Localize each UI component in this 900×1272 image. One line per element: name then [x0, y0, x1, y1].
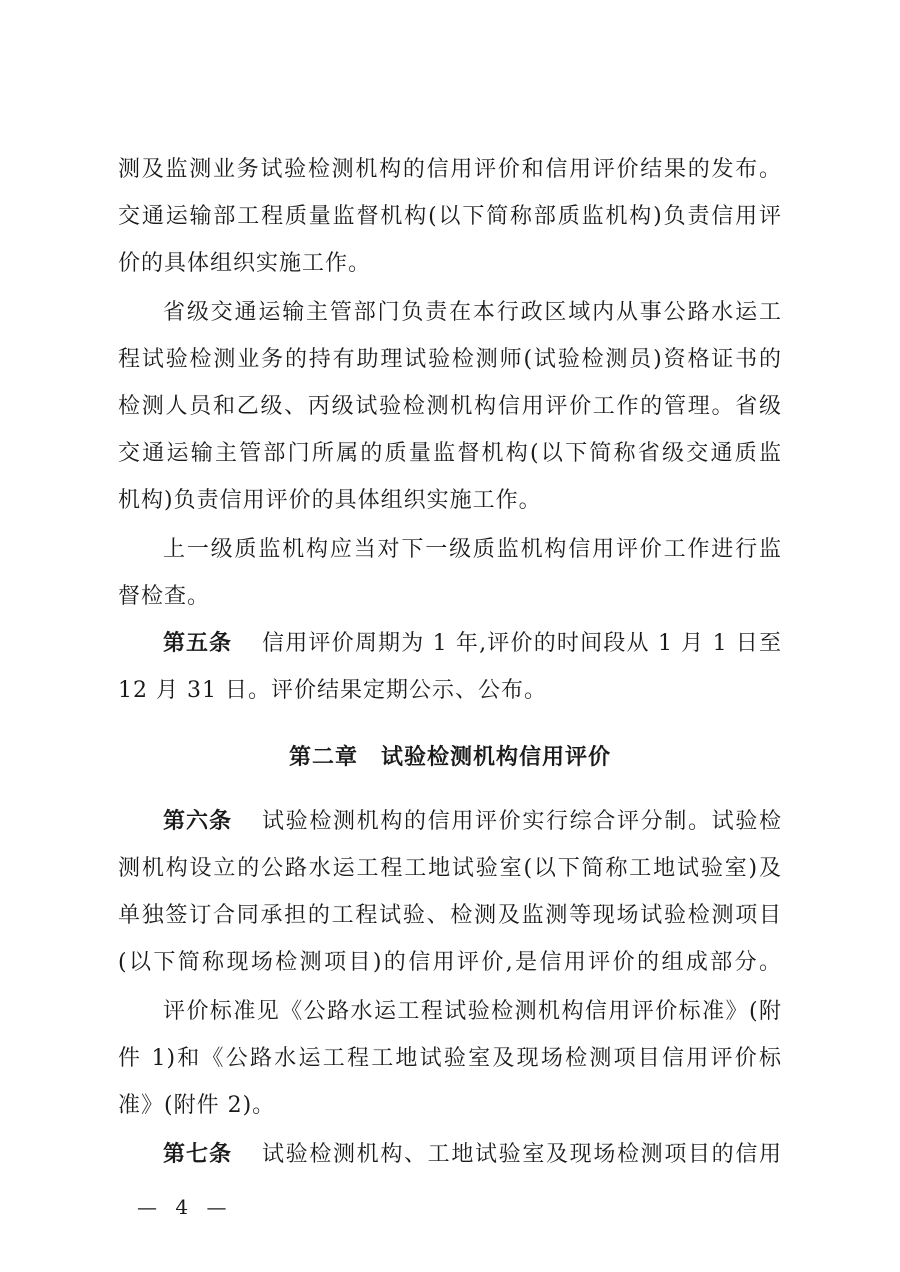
chapter-heading: 第二章 试验检测机构信用评价 [288, 745, 611, 770]
text-line: 价的具体组织实施工作。 [118, 251, 372, 276]
article-label: 第六条 [163, 809, 233, 834]
text-line: 上一级质监机构应当对下一级质监机构信用评价工作进行监 [163, 537, 782, 562]
text-line: 测机构设立的公路水运工程工地试验室(以下简称工地试验室)及 [118, 856, 782, 881]
text-line: 试验检测机构、工地试验室及现场检测项目的信用 [262, 1142, 782, 1167]
text-line: 信用评价周期为 1 年,评价的时间段从 1 月 1 日至 [262, 631, 782, 656]
text-line: 准》(附件 2)。 [118, 1093, 276, 1118]
text-line: 交通运输主管部门所属的质量监督机构(以下简称省级交通质监 [118, 441, 782, 466]
text-line: 督检查。 [118, 584, 211, 609]
text-line: 单独签订合同承担的工程试验、检测及监测等现场试验检测项目 [118, 903, 782, 928]
text-line: 测及监测业务试验检测机构的信用评价和信用评价结果的发布。 [118, 157, 782, 182]
page-number: — 4 — [137, 1195, 233, 1219]
text-line: 程试验检测业务的持有助理试验检测师(试验检测员)资格证书的 [118, 347, 782, 372]
text-line: 试验检测机构的信用评价实行综合评分制。试验检 [262, 809, 782, 834]
text-line: 省级交通运输主管部门负责在本行政区域内从事公路水运工 [163, 300, 782, 325]
text-line: (以下简称现场检测项目)的信用评价,是信用评价的组成部分。 [118, 950, 782, 975]
text-line: 交通运输部工程质量监督机构(以下简称部质监机构)负责信用评 [118, 204, 782, 229]
article-label: 第七条 [163, 1142, 233, 1167]
text-line: 机构)负责信用评价的具体组织实施工作。 [118, 488, 542, 513]
text-line: 件 1)和《公路水运工程工地试验室及现场检测项目信用评价标 [118, 1046, 782, 1071]
article-label: 第五条 [163, 631, 233, 656]
text-line: 评价标准见《公路水运工程试验检测机构信用评价标准》(附 [163, 999, 782, 1024]
text-line: 检测人员和乙级、丙级试验检测机构信用评价工作的管理。省级 [118, 394, 782, 419]
text-line: 12 月 31 日。评价结果定期公示、公布。 [118, 678, 547, 703]
